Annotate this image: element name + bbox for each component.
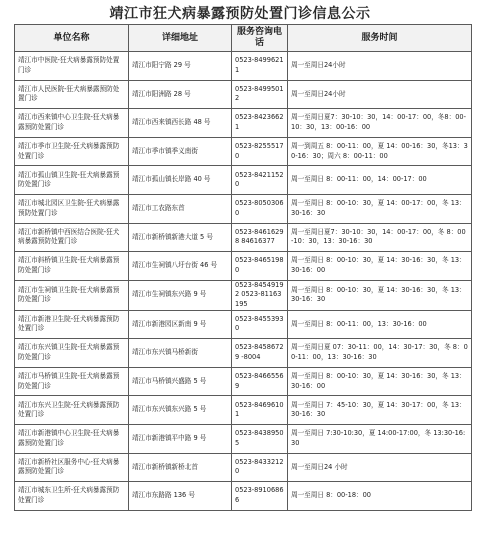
cell-service-hours: 周一至周日 8：00-10：30，夏 14：30-16：30，冬 13：30-16：00 (288, 252, 472, 281)
cell-unit-name: 靖江市新桥镇中西医结合医院-狂犬病暴露预防处置门诊 (15, 223, 129, 252)
cell-phone: 0523-84665569 (232, 367, 288, 396)
table-row (15, 367, 472, 396)
table-row (15, 396, 472, 425)
cell-address: 靖江市东路路 136 号 (129, 482, 232, 511)
table-row (15, 52, 472, 81)
cell-phone: 0523-84389505 (232, 424, 288, 453)
cell-unit-name: 靖江市斜桥镇卫生院-狂犬病暴露预防处置门诊 (15, 252, 129, 281)
cell-address: 靖江市孤山镇长岸路 40 号 (129, 166, 232, 195)
cell-service-hours: 周一至周日 7:30-10:30，夏 14:00-17:00，冬 13:30-16:30 (288, 424, 472, 453)
cell-service-hours: 周一至周日 8：00-10：30，夏 14：00-17：00，冬 13：30-16：30 (288, 194, 472, 223)
table-row (15, 137, 472, 166)
cell-address: 靖江市东兴镇马桥新街 (129, 339, 232, 368)
cell-phone: 0523-84696101 (232, 396, 288, 425)
cell-service-hours: 周一到周五 8：00-11：00，夏 14：00-16：30，冬13：30-16：30；周六 8：00-11：00 (288, 137, 472, 166)
cell-service-hours: 周一至周日夏7：30-10：30，14：00-17：00，冬8：00-10：30，13：00-16：00 (288, 109, 472, 138)
cell-unit-name: 靖江市马桥镇卫生院-狂犬病暴露预防处置门诊 (15, 367, 129, 396)
cell-service-hours: 周一至周日 8：00-11：00，13：30-16：00 (288, 310, 472, 339)
cell-unit-name: 靖江市东兴卫生院-狂犬病暴露预防处置门诊 (15, 396, 129, 425)
table-row (15, 80, 472, 109)
table-header-row (15, 25, 472, 52)
cell-unit-name: 靖江市城东卫生所-狂犬病暴露预防处置门诊 (15, 482, 129, 511)
cell-unit-name: 靖江市城北园区卫生院-狂犬病暴露预防处置门诊 (15, 194, 129, 223)
cell-address: 靖江市新港园区新南 9 号 (129, 310, 232, 339)
cell-address: 靖江市新桥镇新港大道 5 号 (129, 223, 232, 252)
cell-address: 靖江市西来镇西长路 48 号 (129, 109, 232, 138)
table-row (15, 252, 472, 281)
cell-service-hours: 周一至周日 8：00-10：30，夏 14：30-16：30，冬 13：30-16：00 (288, 367, 472, 396)
cell-phone: 0523-84236621 (232, 109, 288, 138)
clinic-info-table (14, 24, 472, 511)
table-row (15, 223, 472, 252)
cell-phone: 0523-84995012 (232, 80, 288, 109)
cell-phone: 0523-84616298 84616377 (232, 223, 288, 252)
table-row (15, 339, 472, 368)
cell-service-hours: 周一至周日24 小时 (288, 453, 472, 482)
cell-unit-name: 靖江市生祠镇卫生院-狂犬病暴露预防处置门诊 (15, 280, 129, 310)
cell-unit-name: 靖江市新港卫生院-狂犬病暴露预防处置门诊 (15, 310, 129, 339)
cell-phone: 0523-84211520 (232, 166, 288, 195)
table-row (15, 166, 472, 195)
cell-address: 靖江市阳宁路 29 号 (129, 52, 232, 81)
header-unit-name: 单位名称 (15, 25, 129, 52)
table-row (15, 424, 472, 453)
cell-service-hours: 周一至周日 8：00-11：00，14：00-17：00 (288, 166, 472, 195)
cell-address: 靖江市新港镇平中路 9 号 (129, 424, 232, 453)
cell-address: 靖江市生祠镇八圩台街 46 号 (129, 252, 232, 281)
cell-phone: 0523-89106866 (232, 482, 288, 511)
cell-service-hours: 周一至周日夏7：30-10：30，14：00-17：00，冬 8：00-10：30，13：30-16：30 (288, 223, 472, 252)
cell-unit-name: 靖江市中医院-狂犬病暴露预防处置门诊 (15, 52, 129, 81)
header-phone: 服务咨询电话 (232, 25, 288, 52)
cell-phone: 0523-84553930 (232, 310, 288, 339)
page-title: 靖江市狂犬病暴露预防处置门诊信息公示 (109, 6, 371, 22)
cell-unit-name: 靖江市季市卫生院-狂犬病暴露预防处置门诊 (15, 137, 129, 166)
header-address: 详细地址 (129, 25, 232, 52)
table-row (15, 109, 472, 138)
cell-phone: 0523-82555170 (232, 137, 288, 166)
cell-phone: 0523-80503060 (232, 194, 288, 223)
cell-unit-name: 靖江市东兴镇卫生院-狂犬病暴露预防处置门诊 (15, 339, 129, 368)
cell-service-hours: 周一至周日 7：45-10：30，夏 14：30-17：00，冬 13：30-16：30 (288, 396, 472, 425)
cell-address: 靖江市工农路东首 (129, 194, 232, 223)
header-service-hours: 服务时间 (288, 25, 472, 52)
cell-service-hours: 周一至周日24小时 (288, 52, 472, 81)
cell-phone: 0523-84996211 (232, 52, 288, 81)
table-row (15, 453, 472, 482)
cell-address: 靖江市阳洲路 28 号 (129, 80, 232, 109)
cell-address: 靖江市新桥镇新桥北首 (129, 453, 232, 482)
cell-phone: 0523-84651980 (232, 252, 288, 281)
cell-phone: 0523-84332120 (232, 453, 288, 482)
cell-phone: 0523-84586729 -8004 (232, 339, 288, 368)
cell-unit-name: 靖江市孤山镇卫生院-狂犬病暴露预防处置门诊 (15, 166, 129, 195)
cell-unit-name: 靖江市西来镇中心卫生院-狂犬病暴露预防处置门诊 (15, 109, 129, 138)
cell-service-hours: 周一至周日24小时 (288, 80, 472, 109)
cell-unit-name: 靖江市新桥社区服务中心-狂犬病暴露预防处置门诊 (15, 453, 129, 482)
table-row (15, 194, 472, 223)
cell-phone: 0523-84549192 0523-81163195 (232, 280, 288, 310)
table-row (15, 310, 472, 339)
cell-unit-name: 靖江市新港镇中心卫生院-狂犬病暴露预防处置门诊 (15, 424, 129, 453)
cell-service-hours: 周一至周日 8：00-10：30，夏 14：30-16：30，冬 13：30-16：30 (288, 280, 472, 310)
cell-service-hours: 周一至周日夏 07：30-11：00，14：30-17：30，冬 8：00-11：00，13：30-16：30 (288, 339, 472, 368)
cell-service-hours: 周一至周日 8：00-18：00 (288, 482, 472, 511)
cell-address: 靖江市季市镇季义南街 (129, 137, 232, 166)
table-row (15, 280, 472, 310)
cell-unit-name: 靖江市人民医院-狂犬病暴露预防处置门诊 (15, 80, 129, 109)
cell-address: 靖江市生祠镇东兴路 9 号 (129, 280, 232, 310)
cell-address: 靖江市东兴镇东兴路 5 号 (129, 396, 232, 425)
table-row (15, 482, 472, 511)
cell-address: 靖江市马桥镇兴盛路 5 号 (129, 367, 232, 396)
